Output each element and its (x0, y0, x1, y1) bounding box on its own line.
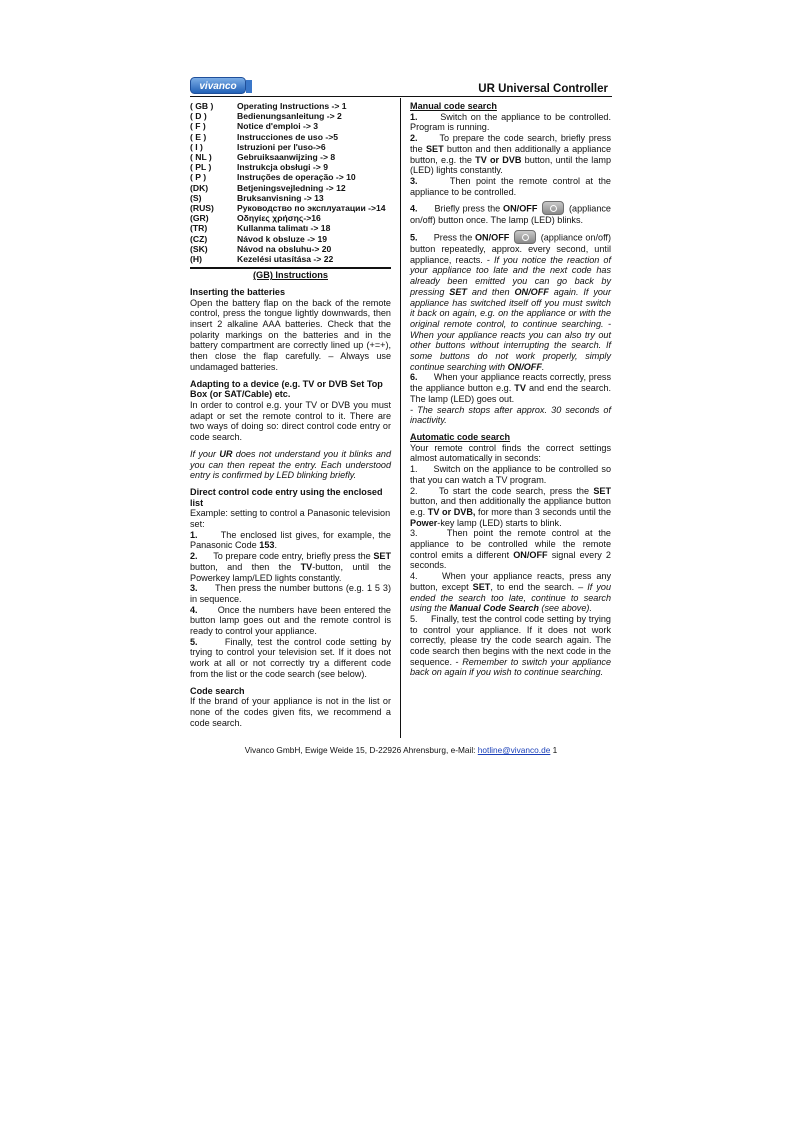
step-5: 5. Finally, test the control code setting by trying to control your television set. If it does not work at all or not correctly try a different code from the list or the code search (see below). (190, 636, 391, 679)
auto-step-1: 1. Switch on the appliance to be controlled so that you can watch a TV program. (410, 464, 611, 485)
language-entry (190, 162, 391, 172)
language-entry (190, 111, 391, 121)
language-entry (190, 213, 391, 223)
direct-entry-heading: Direct control code entry using the enclosed list (190, 486, 383, 508)
language-entry (190, 193, 391, 203)
language-label: Betjeningsvejledning -> 12 (237, 182, 346, 193)
blink-note: If your UR does not understand you it blinks and you can then repeat the entry. Each understood entry is confirmed by LED blinking briefly. (190, 448, 391, 481)
language-entry (190, 223, 391, 233)
step-4: 4. Once the numbers have been entered the button lamp goes out and the remote control is ready to control your appliance. (190, 604, 391, 637)
power-button-icon (542, 201, 564, 215)
example-text: Example: setting to control a Panasonic television set: (190, 508, 391, 530)
footer-address: Vivanco GmbH, Ewige Weide 15, D-22926 Ahrensburg, e-Mail: (244, 745, 478, 755)
page-footer (190, 745, 612, 755)
language-entry (190, 183, 391, 193)
support-email-link[interactable]: hotline@vivanco.de (477, 745, 551, 755)
language-code: ( NL ) (190, 152, 212, 163)
language-code: ( PL ) (190, 162, 212, 173)
language-code: ( GB ) (190, 101, 214, 111)
power-button-icon (514, 230, 536, 244)
language-entry (190, 132, 391, 142)
left-column (190, 101, 391, 728)
section-rule (190, 267, 391, 269)
adapt-text: In order to control e.g. your TV or DVB you must adapt or set the remote control to it. There are two ways of doing so: direct control code entry or code search. (190, 399, 391, 443)
language-code: (RUS) (190, 203, 214, 214)
automatic-search-heading: Automatic code search (410, 431, 511, 442)
manual-step-6: 6. When your appliance reacts correctly, press the appliance button e.g. TV and end the search. The lamp (LED) goes out. (410, 372, 611, 404)
step-1: 1. The enclosed list gives, for example, the Panasonic Code 153. (190, 529, 391, 551)
language-code: ( E ) (190, 131, 207, 142)
language-index (190, 101, 391, 264)
language-entry (190, 142, 391, 152)
right-column (410, 101, 611, 678)
language-label: Руководство по эксплуатации ->14 (237, 203, 386, 214)
step-2: 2. To prepare code entry, briefly press the SET button, and then the TV-button, until the Powerkey lamp/LED lights constantly. (190, 551, 391, 583)
language-code: ( D ) (190, 111, 207, 122)
section-title: (GB) Instructions (252, 270, 329, 281)
language-entry (190, 152, 391, 162)
language-code: (DK) (190, 182, 209, 193)
language-label: Bruksanvisning -> 13 (237, 192, 324, 203)
language-label: Operating Instructions -> 1 (237, 101, 347, 111)
manual-step-2: 2. To prepare the code search, briefly press the SET button and then additionally a appliance button, e.g. the TV or DVB button, until the lamp (LED) lights constantly. (410, 133, 612, 176)
language-entry (190, 101, 391, 111)
logo-text: vivanco (199, 81, 237, 92)
language-code: (SK) (190, 243, 208, 254)
language-label: Istruzioni per l'uso->6 (237, 141, 326, 152)
language-entry (190, 254, 391, 264)
language-label: Instruções de operação -> 10 (237, 172, 356, 183)
auto-step-3: 3. Then point the remote control at the appliance to be controlled while the remote control emits a different ON/OFF signal every 2 seconds. (410, 528, 611, 571)
document-title: UR Universal Controller (478, 83, 608, 95)
language-code: (H) (190, 254, 202, 265)
language-label: Návod na obsluhu-> 20 (237, 243, 332, 254)
auto-step-2: 2. To start the code search, press the SET button, and then additionally the appliance button e.g. TV or DVB, for more than 3 seconds until the Power-key lamp (LED) starts to blink. (410, 485, 612, 528)
language-label: Instrucciones de uso ->5 (237, 131, 339, 142)
language-code: (TR) (190, 223, 208, 234)
manual-search-heading: Manual code search (410, 101, 497, 111)
language-code: ( F ) (190, 121, 206, 132)
vivanco-logo (190, 77, 253, 94)
battery-text: Open the battery flap on the back of the remote control, press the tongue lightly downwards, then insert 2 alkaline AAA batteries. Check that the polarity markings on the batteries and in the battery compartment are correctly lined up (+=+), then close the flap carefully. – Always use undamaged batteries. (190, 297, 391, 372)
language-label: Instrukcja obsługi -> 9 (237, 162, 328, 173)
language-label: Gebruiksaanwijzing -> 8 (237, 152, 336, 163)
language-code: (CZ) (190, 233, 208, 244)
language-entry (190, 121, 391, 131)
step-3: 3. Then press the number buttons (e.g. 1 5 3) in sequence. (190, 583, 391, 604)
language-code: ( I ) (190, 141, 203, 152)
language-code: (GR) (190, 213, 209, 224)
manual-step-1: 1. Switch on the appliance to be controlled. Program is running. (410, 111, 611, 133)
language-entry (190, 172, 391, 182)
language-label: Notice d'emploi -> 3 (237, 121, 319, 132)
code-search-heading: Code search (190, 685, 245, 696)
adapt-heading: Adapting to a device (e.g. TV or DVB Set Top Box (or SAT/Cable) etc. (190, 378, 383, 400)
language-entry (190, 244, 391, 254)
language-code: ( P ) (190, 172, 207, 183)
language-label: Kullanma talimatı -> 18 (237, 223, 331, 234)
auto-step-4: 4. When your appliance reacts, press any button, except SET, to end the search. – If you ended the search too late, continue to search using the Manual Code Search (see above). (410, 571, 612, 614)
language-label: Οδηγίες χρήσης->16 (237, 213, 321, 224)
column-divider (400, 98, 401, 738)
auto-step-5: 5. Finally, test the control code setting by trying to control your appliance. If it does not work correctly, please try the code search again. The code search then begins with the next code in the sequence. - Remember to switch your appliance back on again if you wish to continue searching. (410, 613, 612, 678)
automatic-intro: Your remote control finds the correct settings almost automatically in seconds: (410, 442, 611, 464)
language-code: (S) (190, 192, 202, 203)
language-entry (190, 234, 391, 244)
manual-timeout-note: - The search stops after approx. 30 seconds of inactivity. (410, 404, 611, 426)
language-entry (190, 203, 391, 213)
manual-step-3: 3. Then point the remote control at the appliance to be controlled. (410, 175, 611, 197)
language-label: Návod k obsluze -> 19 (237, 233, 328, 244)
manual-step-4: 4. Briefly press the ON/OFF (appliance on/off) button once. The lamp (LED) blinks. (410, 203, 611, 226)
language-label: Bedienungsanleitung -> 2 (237, 111, 342, 122)
language-label: Kezelési utasítása -> 22 (237, 254, 334, 265)
page-number: 1 (550, 745, 558, 755)
manual-step-5: 5. Press the ON/OFF (appliance on/off) button repeatedly, approx. every second, until appliance, reacts. - If you notice the reaction of your appliance too late and the next code has already been emitted you can go back by pressing SET and then ON/OFF again. If your appliance has switched itself off you must switch it back on again, e.g. on the appliance or with the original remote control, to continue searching. - When your appliance reacts you can also try out other buttons without interrupting the search. If some buttons do not work properly, simply continue searching with ON/OFF. (410, 232, 611, 372)
code-search-text: If the brand of your appliance is not in the list or none of the codes given fits, we recommend a code search. (190, 696, 391, 728)
header-rule (190, 96, 612, 97)
battery-heading: Inserting the batteries (190, 286, 286, 297)
